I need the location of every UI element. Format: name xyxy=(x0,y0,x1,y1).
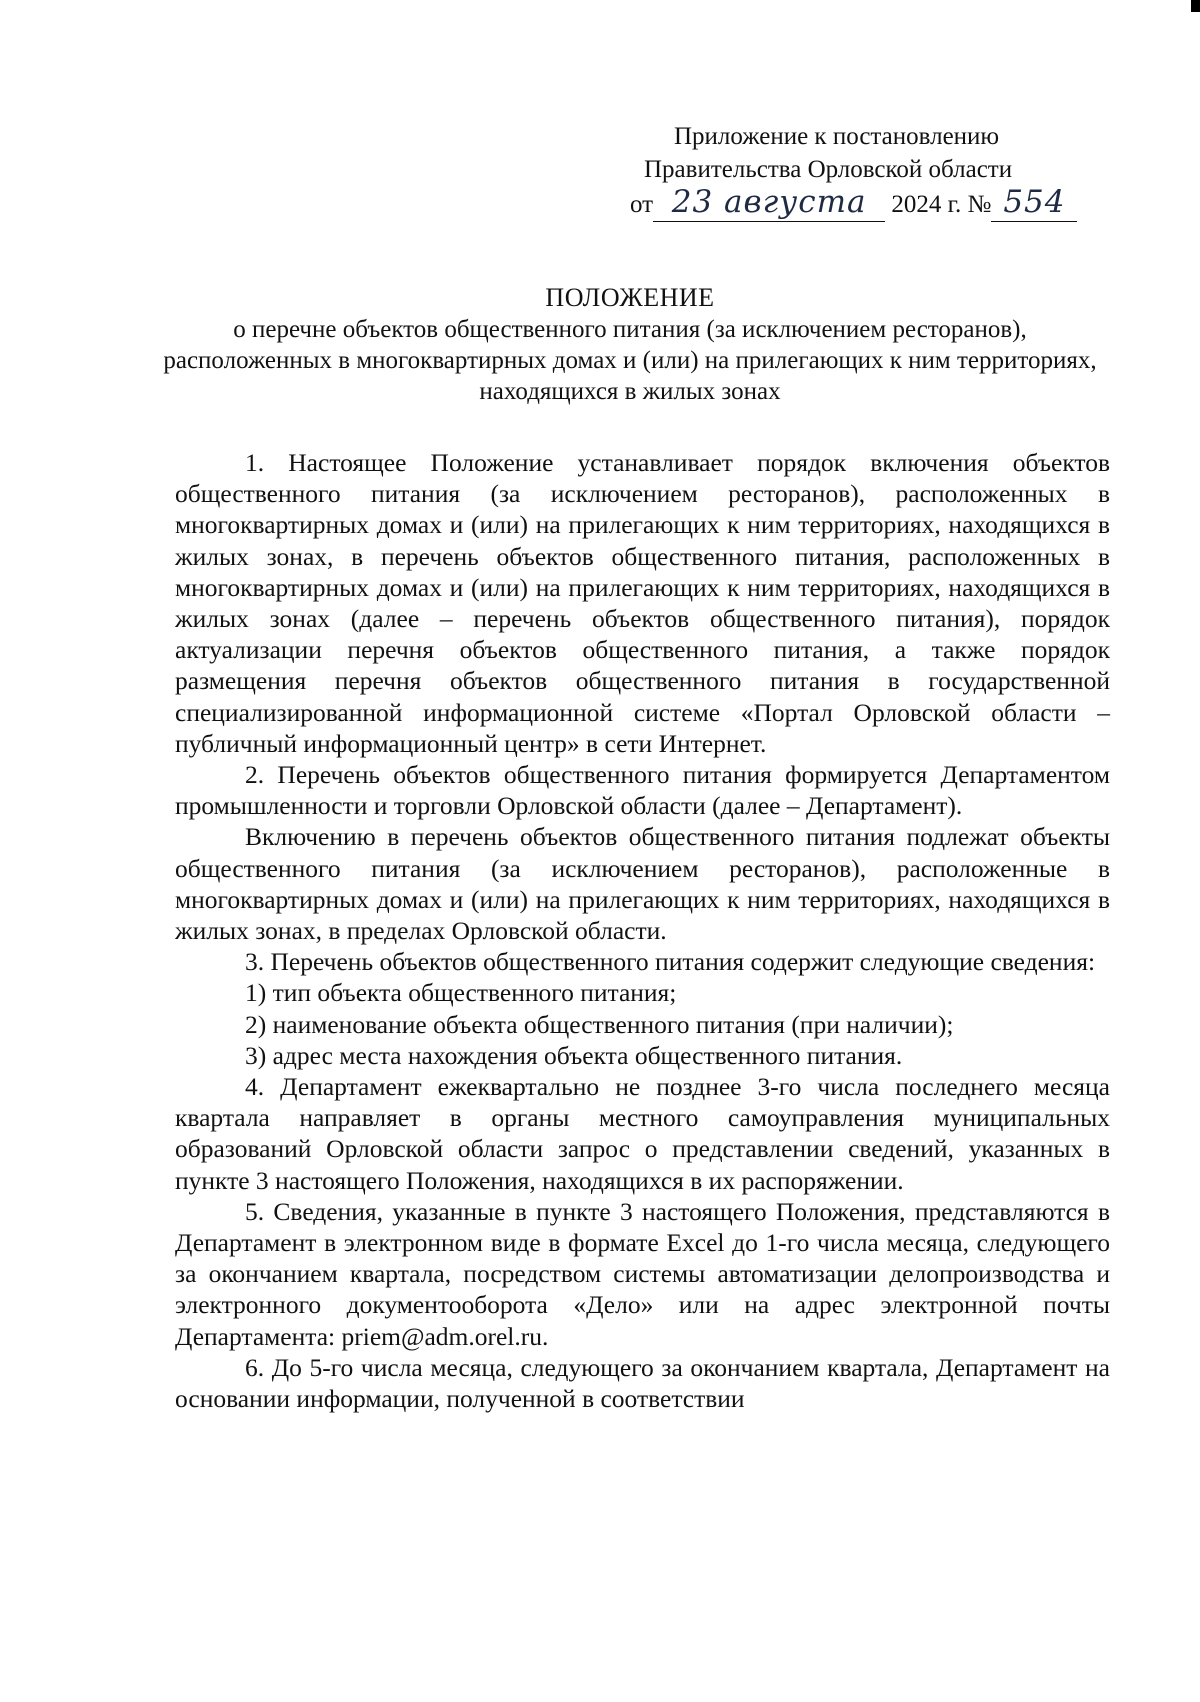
date-field xyxy=(653,186,885,222)
paragraph-2-continuation: Включению в перечень объектов общественного питания подлежат объекты общественного питания (за исключением ресторанов), расположенные в многоквартирных домах и (или) на прилегающих к ним территориях, находящихся в жилых зонах, в пределах Орловской области. xyxy=(175,822,1110,946)
number-field xyxy=(991,186,1077,222)
paragraph-3: 3. Перечень объектов общественного питания содержит следующие сведения: xyxy=(245,947,1096,977)
date-prefix: от xyxy=(630,191,654,218)
appendix-line-2: Правительства Орловской области xyxy=(644,156,1013,183)
handwritten-number: 554 xyxy=(1003,184,1066,220)
document-body xyxy=(175,447,1110,1414)
paragraph-4: 4. Департамент ежеквартально не позднее 3-го числа последнего месяца квартала направляет в органы местного самоуправления муниципальных образований Орловской области запрос о представлении сведений, указанных в пункте 3 настоящего Положения, находящихся в их распоряжении. xyxy=(175,1072,1110,1195)
appendix-header xyxy=(630,120,1100,222)
year-label: 2024 г. № xyxy=(891,191,992,218)
paragraph-1: 1. Настоящее Положение устанавливает порядок включения объектов общественного питания (за исключением ресторанов), расположенных в многоквартирных домах и (или) на прилегающих к ним территориях, находящихся в жилых зонах, в перечень объектов общественного питания, расположенных в многоквартирных домах и (или) на прилегающих к ним территориях, находящихся в жилых зонах (далее – перечень объектов общественного питания), порядок актуализации перечня объектов общественного питания, а также порядок размещения перечня объектов общественного питания в государственной специализированной информационной системе «Портал Орловской области – публичный информационный центр» в сети Интернет. xyxy=(175,448,1110,758)
paragraph-6: 6. До 5-го числа месяца, следующего за окончанием квартала, Департамент на основании информации, полученной в соответствии xyxy=(175,1352,1110,1414)
appendix-date-line xyxy=(630,186,1100,222)
paragraph-5: 5. Сведения, указанные в пункте 3 настоящего Положения, представляются в Департамент в электронном виде в формате Excel до 1-го числа месяца, следующего за окончанием квартала, посредством системы автоматизации делопроизводства и электронного документооборота «Дело» или на адрес электронной почты Департамента: priem@adm.orel.ru. xyxy=(175,1196,1110,1351)
title-subtitle: о перечне объектов общественного питания (за исключением ресторанов), расположенных в многоквартирных домах и (или) на прилегающих к ним территориях, находящихся в жилых зонах xyxy=(163,316,1097,405)
title-main: ПОЛОЖЕНИЕ xyxy=(545,283,715,312)
handwritten-date: 23 августа xyxy=(671,184,867,220)
scan-corner-mark xyxy=(1191,0,1200,12)
list-item-1: 1) тип объекта общественного питания; xyxy=(245,978,677,1008)
appendix-line-1: Приложение к постановлению xyxy=(674,123,1000,150)
document-title xyxy=(150,282,1110,407)
list-item-3: 3) адрес места нахождения объекта общественного питания. xyxy=(245,1040,903,1070)
paragraph-2: 2. Перечень объектов общественного питания формируется Департаментом промышленности и торговли Орловской области (далее – Департамент). xyxy=(175,760,1110,821)
list-item-2: 2) наименование объекта общественного питания (при наличии); xyxy=(245,1009,954,1039)
